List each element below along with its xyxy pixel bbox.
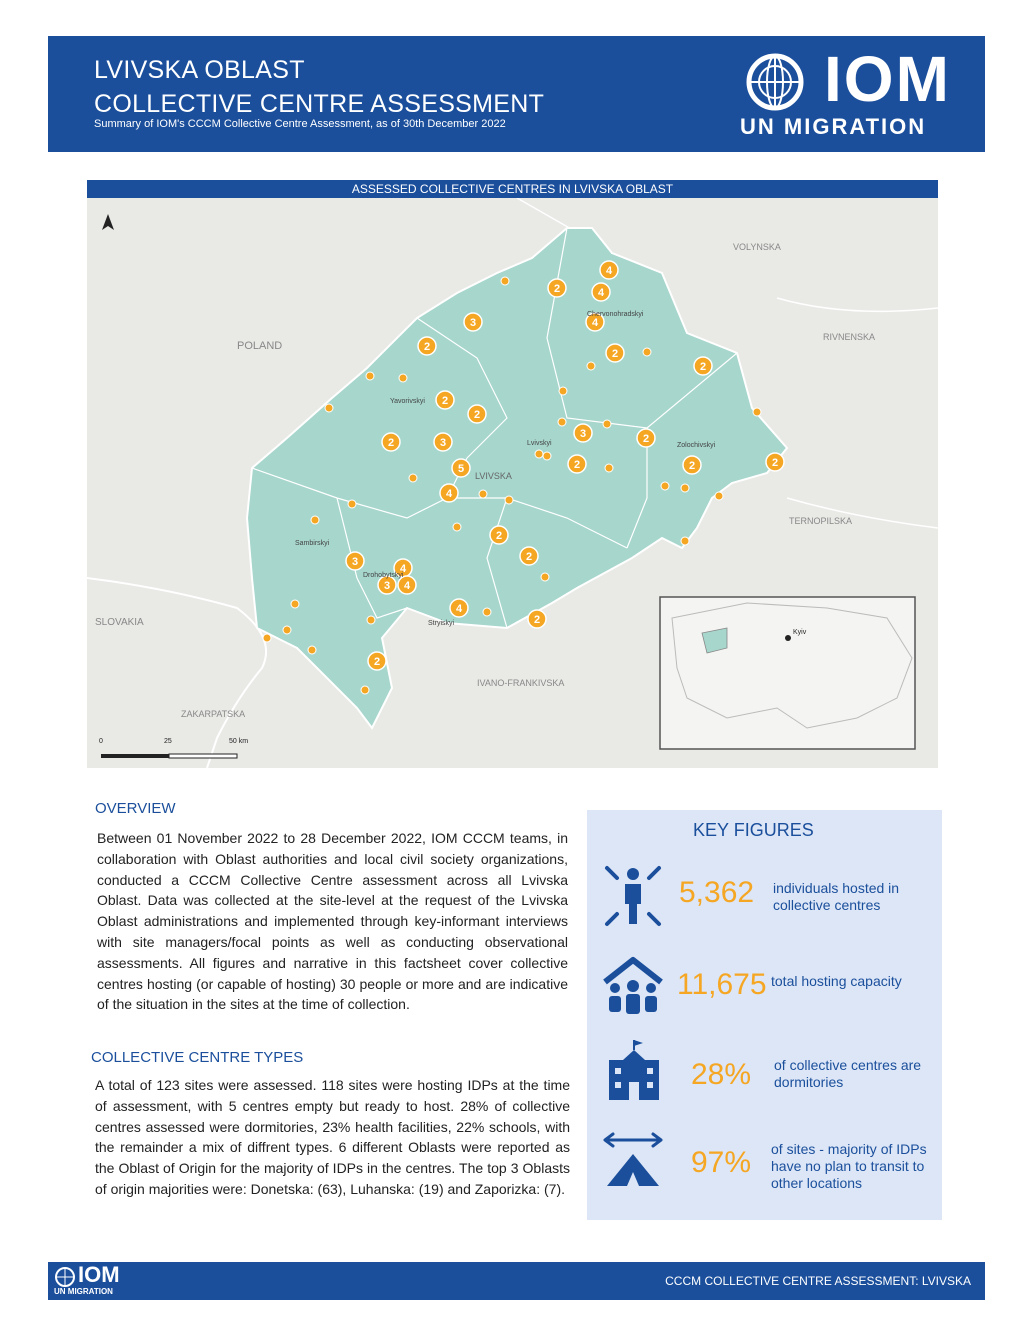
building-icon xyxy=(605,1038,663,1102)
site-marker xyxy=(603,420,611,428)
site-marker xyxy=(366,372,374,380)
site-marker xyxy=(479,490,487,498)
footer-logo-sub: UN MIGRATION xyxy=(54,1287,113,1296)
cluster-count: 2 xyxy=(642,433,650,445)
label-stryiskyi: Stryiskyi xyxy=(428,620,455,627)
person-icon xyxy=(601,862,665,930)
site-marker xyxy=(535,450,543,458)
label-zakarpatska: ZAKARPATSKA xyxy=(181,709,246,719)
scale-label-0: 0 xyxy=(99,738,103,745)
cluster-count: 3 xyxy=(469,317,477,329)
cluster-count: 2 xyxy=(441,395,449,407)
page-subtitle: Summary of IOM's CCCM Collective Centre Assessment, as of 30th December 2022 xyxy=(94,118,506,130)
header-banner xyxy=(48,36,985,152)
map-title: ASSESSED COLLECTIVE CENTRES IN LVIVSKA OBLAST xyxy=(87,180,938,198)
inset-map xyxy=(660,597,915,749)
site-marker xyxy=(283,626,291,634)
label-ivano-frankivska: IVANO-FRANKIVSKA xyxy=(477,678,565,688)
site-marker xyxy=(753,408,761,416)
kf-value-1: 5,362 xyxy=(679,876,755,909)
label-chervonohradskyi: Chervonohradskyi xyxy=(587,311,644,318)
site-marker xyxy=(505,496,513,504)
site-marker xyxy=(308,646,316,654)
label-lvivska: LVIVSKA xyxy=(475,471,512,481)
cluster-count: 4 xyxy=(403,580,411,592)
site-marker xyxy=(325,404,333,412)
cluster-count: 2 xyxy=(553,283,561,295)
site-marker xyxy=(543,452,551,460)
tent-transit-icon xyxy=(601,1130,665,1192)
globe-icon xyxy=(740,52,810,112)
cluster-count: 4 xyxy=(445,488,453,500)
page-title-line1: LVIVSKA OBLAST xyxy=(94,56,305,84)
site-marker xyxy=(399,374,407,382)
page-title-line2: COLLECTIVE CENTRE ASSESSMENT xyxy=(94,90,545,118)
kf-label-1: individuals hosted in collective centres xyxy=(773,880,900,913)
types-heading: COLLECTIVE CENTRE TYPES xyxy=(91,1049,304,1066)
cluster-count: 4 xyxy=(605,265,613,277)
site-marker xyxy=(681,484,689,492)
label-poland: POLAND xyxy=(237,340,283,352)
cluster-count: 4 xyxy=(455,603,463,615)
label-drohobytskyi: Drohobytskyi xyxy=(363,572,404,579)
key-figures-title: KEY FIGURES xyxy=(693,820,814,840)
site-marker xyxy=(643,348,651,356)
site-marker xyxy=(311,516,319,524)
label-slovakia: SLOVAKIA xyxy=(95,617,144,628)
cluster-count: 2 xyxy=(688,460,696,472)
cluster-count: 2 xyxy=(473,409,481,421)
site-marker xyxy=(263,634,271,642)
cluster-count: 3 xyxy=(439,437,447,449)
cluster-count: 2 xyxy=(423,341,431,353)
kf-label-3: of collective centres are dormitories xyxy=(774,1057,922,1090)
cluster-count: 5 xyxy=(457,463,465,475)
cluster-count: 2 xyxy=(573,459,581,471)
footer-banner xyxy=(48,1262,985,1300)
site-marker xyxy=(348,500,356,508)
cluster-count: 3 xyxy=(579,428,587,440)
site-marker xyxy=(541,573,549,581)
site-marker xyxy=(501,277,509,285)
label-zolochivskyi: Zolochivskyi xyxy=(677,442,716,449)
label-yavorivskyi: Yavorivskyi xyxy=(390,398,425,405)
scale-label-25: 25 xyxy=(164,738,172,745)
site-marker xyxy=(559,387,567,395)
site-marker xyxy=(661,482,669,490)
label-lvivskyi: Lvivskyi xyxy=(527,440,552,447)
label-sambirskyi: Sambirskyi xyxy=(295,540,330,547)
cluster-count: 2 xyxy=(387,437,395,449)
cluster-count: 2 xyxy=(699,361,707,373)
label-ternopilska: TERNOPILSKA xyxy=(789,516,853,526)
cluster-count: 3 xyxy=(351,556,359,568)
cluster-count: 2 xyxy=(495,530,503,542)
site-marker xyxy=(558,418,566,426)
overview-heading: OVERVIEW xyxy=(95,800,176,817)
overview-text: Between 01 November 2022 to 28 December 2022, IOM CCCM teams, in collaboration with Oblast authorities and local civil society organizations, conducted a CCCM Collective Centre assessment across all Lvivska Oblast. Data was collected at the site-level at the request of the Lvivska Oblast administrations and implemented through key-informant interviews with site managers/focal points as well as conducting observational assessments. All figures and narrative in this factsheet cover collective centres hosting (or capable of hosting) 30 people or more and are indicative of the situation in the sites at the time of collection. xyxy=(97,830,568,1013)
cluster-count: 2 xyxy=(771,457,779,469)
cluster-count: 2 xyxy=(533,614,541,626)
kf-value-3: 28% xyxy=(691,1058,752,1091)
scale-label-50: 50 km xyxy=(229,738,249,745)
kf-label-2: total hosting capacity xyxy=(771,973,902,989)
types-text: A total of 123 sites were assessed. 118 sites were hosting IDPs at the time of assessment, with 5 centres empty but ready to host. 28% of collective centres assessed were dormitories, 23% health facilities, 22% schools, with the remainder a mix of diffrent types. 6 different Oblasts were reported as the Oblast of Origin for the majority of IDPs in the centres. The top 3 Oblasts of origin majorities were: Donetska: (63), Luhanska: (19) and Zaporizka: (7). xyxy=(95,1077,570,1197)
site-marker xyxy=(361,686,369,694)
iom-logo xyxy=(740,43,965,140)
cluster-count: 3 xyxy=(383,580,391,592)
label-kyiv: Kyiv xyxy=(793,629,807,636)
label-rivnenska: RIVNENSKA xyxy=(823,332,876,342)
logo-main-text: IOM xyxy=(824,43,951,115)
site-marker xyxy=(587,362,595,370)
kf-value-2: 11,675 xyxy=(677,968,767,1001)
site-marker xyxy=(605,464,613,472)
site-marker xyxy=(409,474,417,482)
site-marker xyxy=(483,608,491,616)
footer-logo-main: IOM xyxy=(78,1262,120,1287)
shelter-family-icon xyxy=(601,956,665,1016)
site-marker xyxy=(367,616,375,624)
cluster-count: 2 xyxy=(373,656,381,668)
site-marker xyxy=(715,492,723,500)
north-arrow-icon xyxy=(102,214,114,230)
map xyxy=(87,198,938,768)
cluster-count: 2 xyxy=(525,551,533,563)
site-marker xyxy=(291,600,299,608)
cluster-count: 2 xyxy=(611,348,619,360)
site-marker xyxy=(681,537,689,545)
cluster-count: 4 xyxy=(399,563,407,575)
cluster-count: 4 xyxy=(597,287,605,299)
site-marker xyxy=(453,523,461,531)
kf-value-4: 97% xyxy=(691,1146,752,1179)
footer-globe-icon xyxy=(54,1266,76,1288)
kf-label-4: of sites - majority of IDPs have no plan to transit to other locations xyxy=(771,1141,927,1191)
key-figures-panel xyxy=(587,810,942,1220)
logo-sub-text: UN MIGRATION xyxy=(740,114,927,139)
cluster-count: 4 xyxy=(591,317,599,329)
label-volynska: VOLYNSKA xyxy=(733,242,781,252)
footer-text: CCCM COLLECTIVE CENTRE ASSESSMENT: LVIVSKA xyxy=(665,1274,971,1288)
